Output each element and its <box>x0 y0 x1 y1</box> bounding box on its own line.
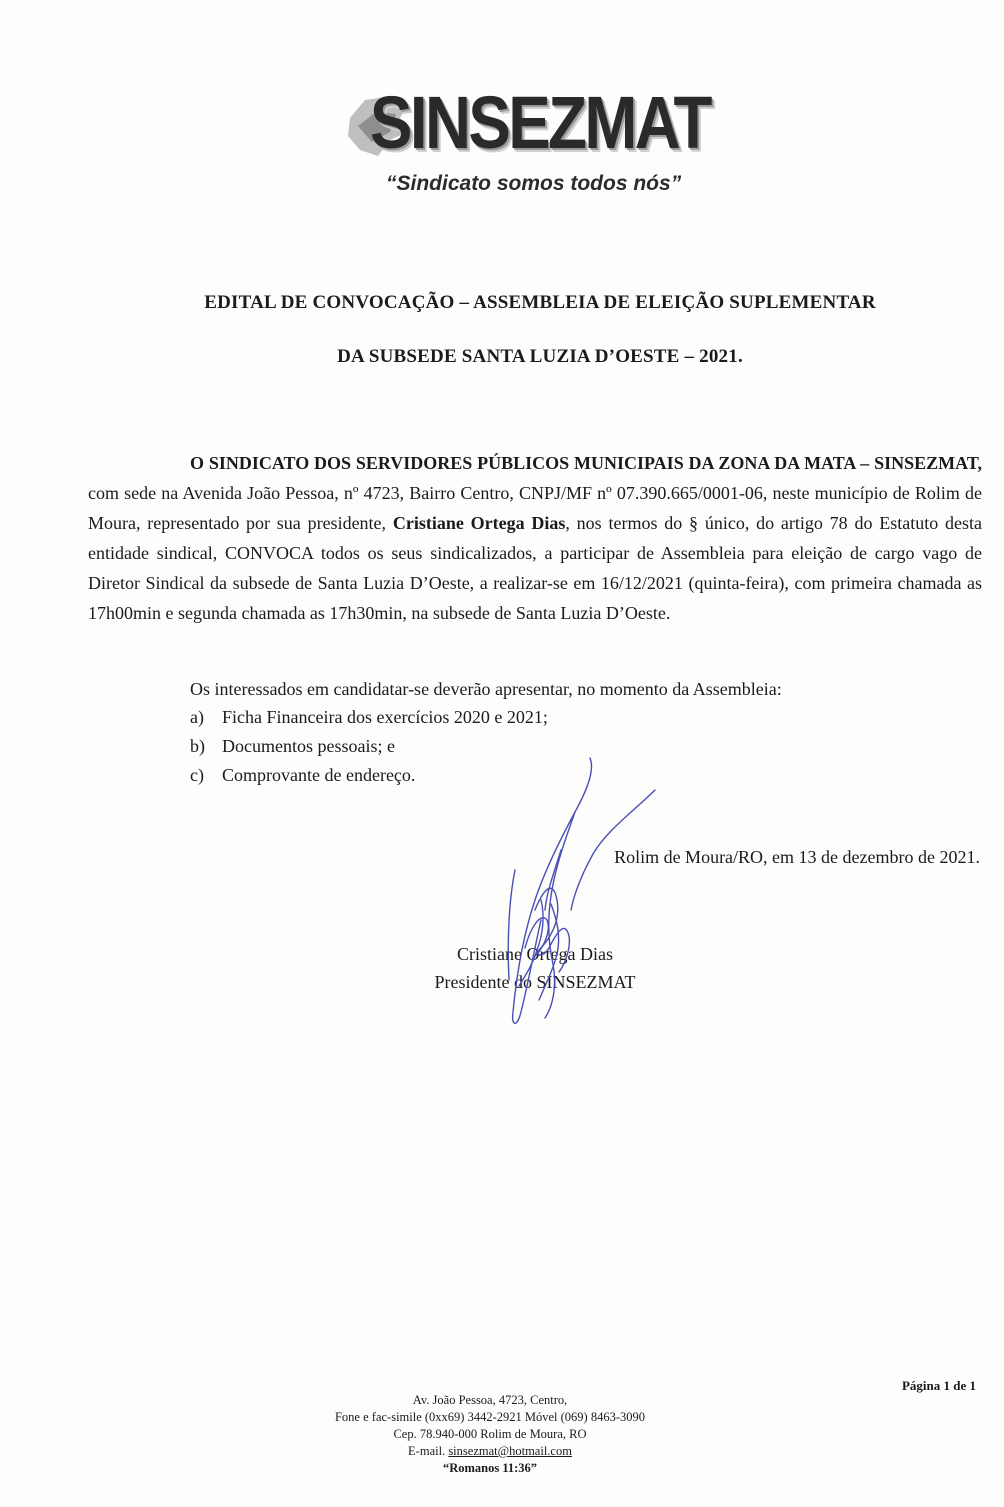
footer-phones: Fone e fac-simile (0xx69) 3442-2921 Móvel (069) 8463-3090 <box>334 1410 645 1424</box>
list-marker: c) <box>190 765 204 785</box>
list-text: Comprovante de endereço. <box>222 765 416 785</box>
sinsezmat-logo <box>330 78 730 203</box>
document-title-line-1: EDITAL DE CONVOCAÇÃO – ASSEMBLEIA DE ELEIÇÃO SUPLEMENTAR <box>204 292 876 313</box>
letterhead-footer <box>250 1392 730 1477</box>
logo-tagline: “Sindicato somos todos nós” <box>386 172 682 195</box>
footer-cep: Cep. 78.940-000 Rolim de Moura, RO <box>393 1427 587 1441</box>
list-item <box>190 703 548 732</box>
footer-email-label: E-mail. <box>408 1444 449 1458</box>
footer-address: Av. João Pessoa, 4723, Centro, <box>412 1393 568 1407</box>
signer-role: Presidente do SINSEZMAT <box>434 972 636 992</box>
place-and-date: Rolim de Moura/RO, em 13 de dezembro de 2021. <box>614 847 980 867</box>
handwritten-signature <box>495 750 675 1040</box>
footer-email-line <box>250 1443 730 1460</box>
paragraph-text-a: com sede na Avenida João Pessoa, nº 4723, Bairro Centro, CNPJ/MF nº 07.390.665/0001-06, neste município de Rolim de Moura, representado por sua presidente, <box>88 483 982 533</box>
signer-name: Cristiane Ortega Dias <box>457 944 613 964</box>
list-text: Documentos pessoais; e <box>222 736 395 756</box>
paragraph-text-b: , nos termos do § único, do artigo 78 do Estatuto desta entidade sindical, CONVOCA todos os seus sindicalizados, a participar de Assembleia para eleição de cargo vago de Diretor Sindical da subsede de Santa Luzia D’Oeste, a realizar-se em 16/12/2021 (quinta-feira), com primeira chamada as 17h00min e segunda chamada as 17h30min, na subsede de Santa Luzia D’Oeste. <box>88 513 982 623</box>
footer-email-link[interactable]: sinsezmat@hotmail.com <box>448 1444 572 1458</box>
list-marker: a) <box>190 707 204 727</box>
list-marker: b) <box>190 736 205 756</box>
convocation-paragraph <box>88 448 982 628</box>
requirements-intro: Os interessados em candidatar-se deverão apresentar, no momento da Assembleia: <box>190 679 782 699</box>
president-name: Cristiane Ortega Dias <box>392 513 566 533</box>
logo-wordmark: SINSEZMAT <box>370 81 710 164</box>
list-text: Ficha Financeira dos exercícios 2020 e 2021; <box>222 707 548 727</box>
page-number: Página 1 de 1 <box>901 1378 976 1393</box>
footer-verse: “Romanos 11:36” <box>442 1461 538 1475</box>
union-name: O SINDICATO DOS SERVIDORES PÚBLICOS MUNICIPAIS DA ZONA DA MATA – SINSEZMAT, <box>190 453 982 473</box>
document-title-line-2: DA SUBSEDE SANTA LUZIA D’OESTE – 2021. <box>337 346 743 367</box>
